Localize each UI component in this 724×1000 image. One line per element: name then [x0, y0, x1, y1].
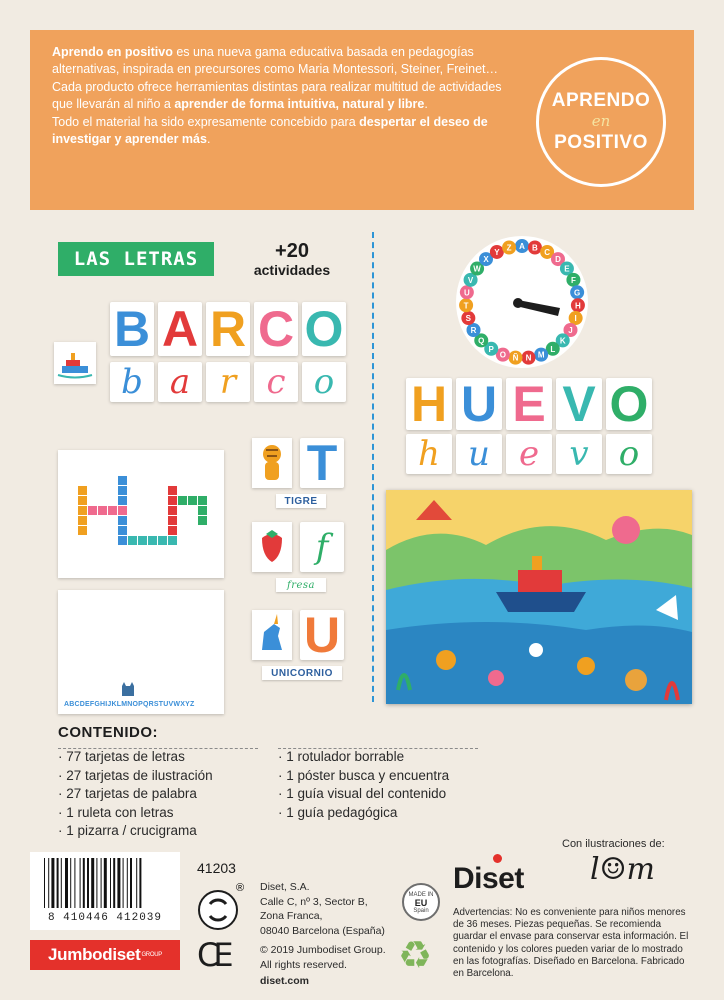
barcode-bar: [101, 858, 102, 908]
side-word-tag: fresa: [276, 578, 326, 592]
wheel-letter: D: [555, 255, 561, 265]
aprendo-en-positivo-logo: [536, 57, 666, 187]
wheel-letter: O: [499, 350, 506, 360]
contents-item: · 1 póster busca y encuentra: [278, 767, 449, 786]
contents-item: · 27 tarjetas de ilustración: [58, 767, 213, 786]
intro-text: [52, 44, 512, 149]
letter-card: c: [254, 362, 298, 402]
barcode-bars: [40, 858, 170, 916]
barcode-bar: [87, 858, 89, 908]
tiger-illustration-card: [252, 438, 292, 488]
activities-badge: [244, 240, 340, 278]
wheel-letter: C: [544, 247, 551, 257]
boat-illustration-card: [54, 342, 96, 384]
eu-seal-mid: EU: [414, 898, 428, 908]
letter-card: E: [506, 378, 552, 430]
letter-card: r: [206, 362, 250, 402]
wheel-letter: L: [550, 344, 556, 354]
company-line: Calle C, nº 3, Sector B,: [260, 895, 368, 908]
crossword-grid: [58, 450, 224, 578]
wheel-letter: Y: [494, 247, 500, 257]
barcode-bar: [96, 858, 97, 908]
green-dot-icon: [198, 890, 238, 930]
wheel-letter: A: [519, 242, 525, 251]
wheel-letter: H: [575, 301, 581, 311]
letter-card: B: [110, 302, 154, 356]
company-info: [260, 880, 386, 989]
intro-run: .: [424, 96, 428, 111]
intro-run: Cada producto ofrece herramientas distintas para realizar multitud de actividades que llevarán al niño a: [52, 80, 502, 111]
wheel-letter: S: [465, 314, 472, 324]
contents-title: CONTENIDO:: [58, 724, 158, 741]
side-word-tag: UNICORNIO: [262, 666, 342, 680]
side-letter-card: T: [300, 438, 344, 488]
barcode-bar: [80, 858, 81, 908]
letter-card: a: [158, 362, 202, 402]
contents-item: · 1 pizarra / crucigrama: [58, 822, 213, 841]
intro-run: .: [206, 131, 211, 146]
website: diset.com: [260, 975, 310, 987]
letter-card: v: [556, 434, 602, 474]
tiger-icon: [252, 438, 292, 488]
diset-logo: Diset: [453, 862, 524, 895]
letter-wheel-graphic: [456, 236, 588, 368]
wheel-letter: X: [483, 255, 489, 265]
intro-paragraph: [52, 44, 512, 77]
barcode-bar: [74, 858, 75, 908]
letter-card: U: [456, 378, 502, 430]
letter-card: O: [302, 302, 346, 356]
barcode-bar: [83, 858, 85, 908]
intro-paragraph: [52, 79, 512, 112]
contents-item: · 1 rotulador borrable: [278, 748, 449, 767]
barcode-bar: [127, 858, 128, 908]
letter-card: u: [456, 434, 502, 474]
wheel-letter: Ñ: [512, 353, 519, 363]
letter-card: V: [556, 378, 602, 430]
ce-mark: CE: [197, 936, 228, 974]
wheel-letter: N: [525, 353, 532, 363]
barcode-bar: [104, 858, 107, 908]
company-line: 08040 Barcelona (España): [260, 924, 385, 937]
letter-card: b: [110, 362, 154, 402]
contents-item: · 1 guía pedagógica: [278, 804, 449, 823]
contents-list-right: [278, 748, 449, 822]
wheel-letter: W: [473, 264, 481, 274]
intro-run: aprender de forma intuitiva, natural y libre: [174, 96, 425, 111]
eu-seal-top: MADE IN: [408, 892, 434, 898]
strawberry-illustration-card: [252, 522, 292, 572]
jumbodiset-logo: [30, 940, 180, 970]
wheel-letter: T: [463, 301, 469, 311]
recycle-icon: ♻: [398, 935, 433, 977]
dashed-divider: [372, 232, 374, 702]
logo-line-3: POSITIVO: [554, 132, 648, 153]
contents-item: · 1 guía visual del contenido: [278, 785, 449, 804]
brand-name: Jumbodiset: [48, 945, 141, 964]
company-line: Diset, S.A.: [260, 881, 310, 893]
barcode-bar: [48, 858, 49, 908]
barcode-number: 8 410446 412039: [47, 912, 163, 924]
poster-illustration: [386, 490, 692, 704]
crossword-board: [58, 450, 224, 578]
whiteboard: [58, 590, 224, 714]
company-line: Zona Franca,: [260, 910, 323, 922]
wheel-letter: V: [467, 275, 474, 285]
wheel-letter: M: [537, 350, 545, 360]
made-in-eu-seal: [402, 883, 440, 921]
strawberry-icon: [252, 522, 292, 572]
side-word-tag: TIGRE: [276, 494, 326, 508]
intro-banner: [30, 30, 694, 210]
barcode-bar: [70, 858, 71, 908]
contents-list-left: [58, 748, 213, 841]
logo-line-2: en: [591, 112, 611, 130]
illustrations-label: Con ilustraciones de:: [562, 838, 665, 850]
barcode-bar: [136, 858, 137, 908]
barcode-bar: [61, 858, 62, 908]
wheel-letter: Q: [478, 336, 485, 346]
registered-mark: ®: [236, 882, 245, 894]
wheel-letter: E: [564, 264, 570, 274]
activities-label: actividades: [253, 262, 331, 278]
wheel-letter: R: [470, 326, 477, 335]
letter-card: o: [302, 362, 346, 402]
logo-line-1: APRENDO: [551, 90, 651, 111]
letter-card: H: [406, 378, 452, 430]
barcode-bar: [117, 858, 120, 908]
side-letter-card: f: [300, 522, 344, 572]
barcode-bar: [110, 858, 111, 908]
letter-card: e: [506, 434, 552, 474]
product-title: LAS LETRAS: [58, 242, 214, 276]
intro-run: despertar el deseo de investigar y aprender más: [52, 115, 488, 146]
wheel-hub: [513, 298, 523, 308]
intro-run: Aprendo en positivo: [52, 45, 173, 59]
brand-group: GROUP: [141, 952, 162, 958]
contents-item: · 77 tarjetas de letras: [58, 748, 213, 767]
contents-item: · 27 tarjetas de palabra: [58, 785, 213, 804]
letter-card: C: [254, 302, 298, 356]
wheel-letter: Z: [506, 243, 512, 253]
wheel-letter: I: [574, 314, 577, 324]
warning-text: Advertencias: No es conveniente para niños menores de 36 meses. Piezas pequeñas. Se recomienda guardar el envase para conservar esta información. El contenido y los colores pueden variar de lo mostrado en las fotografías. Diseñado en Barcelona. Fabricado en Barcelona.: [453, 907, 689, 980]
company-line: All rights reserved.: [260, 958, 347, 971]
whiteboard-alphabet: ABCDEFGHIJKLMNOPQRSTUVWXYZ: [64, 701, 195, 708]
barcode-bar: [113, 858, 115, 908]
barcode-bar: [91, 858, 94, 908]
barcode-bar: [51, 858, 54, 908]
barcode-bar: [57, 858, 59, 908]
wheel-letter: F: [570, 275, 576, 285]
intro-paragraph: [52, 114, 512, 147]
intro-run: es una nueva gama educativa basada en pedagogías alternativas, inspirada en precursores como Maria Montessori, Steiner, Freinet…: [52, 45, 499, 76]
illustrator-signature: l☺m: [590, 852, 655, 887]
side-letter-card: U: [300, 610, 344, 660]
wheel-letter: U: [463, 288, 470, 298]
wheel-letter: B: [532, 243, 538, 253]
barcode-bar: [65, 858, 68, 908]
eu-seal-bottom: Spain: [413, 908, 429, 914]
barcode-bar: [123, 858, 124, 908]
intro-run: Todo el material ha sido expresamente concebido para: [52, 115, 360, 129]
unicorn-icon: [252, 610, 292, 660]
search-and-find-poster: [386, 490, 692, 704]
activities-count: +20: [275, 240, 309, 262]
letter-card: h: [406, 434, 452, 474]
reference-code: 41203: [197, 860, 236, 876]
wheel-letter: K: [559, 336, 566, 346]
barcode-bar: [44, 858, 45, 908]
cat-icon: [118, 678, 138, 698]
boat-icon: [54, 342, 96, 384]
letter-card: A: [158, 302, 202, 356]
unicorn-illustration-card: [252, 610, 292, 660]
wheel-letter: G: [574, 288, 581, 298]
barcode-bar: [139, 858, 141, 908]
barcode-bar: [130, 858, 132, 908]
letter-card: O: [606, 378, 652, 430]
green-dot-arrows-icon: [200, 892, 236, 928]
company-line: © 2019 Jumbodiset Group.: [260, 944, 386, 956]
wheel-letter: J: [568, 326, 573, 335]
letter-wheel: [456, 236, 588, 368]
letter-card: R: [206, 302, 250, 356]
letter-card: o: [606, 434, 652, 474]
contents-item: · 1 ruleta con letras: [58, 804, 213, 823]
wheel-letter: P: [488, 344, 494, 354]
